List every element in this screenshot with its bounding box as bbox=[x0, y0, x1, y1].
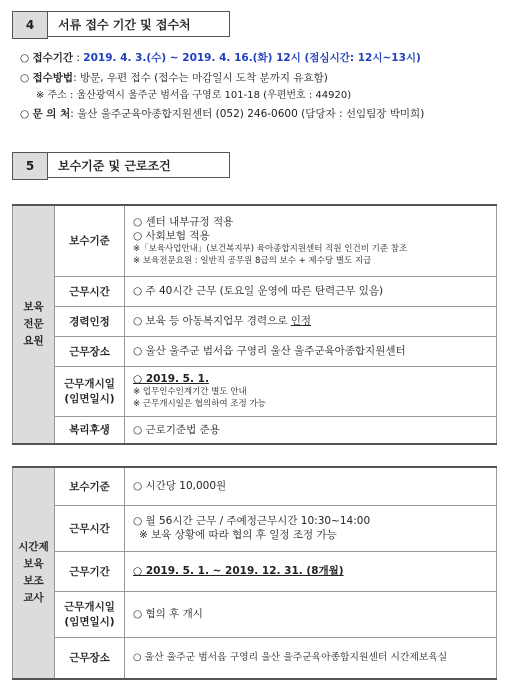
contact-label: 문 의 처 bbox=[32, 108, 71, 120]
hours-content: ○ 월 56시간 근무 / 주예정근무시간 10:30~14:00 ※ 보육 상황에 따라 협의 후 일정 조정 가능 bbox=[125, 505, 497, 551]
method-row: ○ 접수방법: 방문, 우편 접수 (접수는 마감일시 도착 분까지 유효함) bbox=[20, 72, 328, 84]
place-label: 근무장소 bbox=[55, 336, 125, 366]
contact-row: ○ 문 의 처: 울산 울주군육아종합지원센터 (052) 246-0600 (담당자 : 선임팀장 박미희) bbox=[20, 108, 425, 120]
section-title: 서류 접수 기간 및 접수처 bbox=[48, 11, 230, 37]
section-number: 4 bbox=[12, 11, 48, 39]
place-value: ○ 울산 울주군 범서읍 구영리 울산 울주군육아종합지원센터 시간제보육실 bbox=[125, 637, 497, 679]
period-row: ○ 접수기간 : 2019. 4. 3.(수) ~ 2019. 4. 16.(화) 12시 (점심시간: 12시~13시) bbox=[20, 52, 421, 64]
pay-value: ○ 시간당 10,000원 bbox=[125, 467, 497, 505]
section-5-header bbox=[12, 152, 230, 178]
contact-value: : 울산 울주군육아종합지원센터 (052) 246-0600 (담당자 : 선임팀장 박미희) bbox=[70, 108, 425, 120]
start-label: 근무개시일 (임면일시) bbox=[55, 366, 125, 416]
start-label: 근무개시일 (임면일시) bbox=[55, 591, 125, 637]
method-value: : 방문, 우편 접수 (접수는 마감일시 도착 분까지 유효함) bbox=[73, 72, 328, 84]
period-label: 접수기간 bbox=[32, 52, 74, 64]
period-value: ○ 2019. 5. 1. ~ 2019. 12. 31. (8개월) bbox=[125, 551, 497, 591]
start-content: ○ 2019. 5. 1. ※ 업무인수인계기간 별도 안내 ※ 근무개시일은 협의하여 조정 가능 bbox=[125, 366, 497, 416]
part-time-teacher-table bbox=[12, 466, 497, 680]
pay-label: 보수기준 bbox=[55, 205, 125, 276]
section-title: 보수기준 및 근로조건 bbox=[48, 152, 230, 178]
period-value: 2019. 4. 3.(수) ~ 2019. 4. 16.(화) 12시 (점심시간: 12시~13시) bbox=[83, 52, 421, 64]
place-value: ○ 울산 울주군 범서읍 구영리 울산 울주군육아종합지원센터 bbox=[125, 336, 497, 366]
childcare-specialist-table bbox=[12, 204, 497, 445]
pay-content: ○ 센터 내부규정 적용 ○ 사회보험 적용 ※「보육사업안내」(보건복지부) 육아종합지원센터 직원 인건비 기준 참조 ※ 보육전문요원 : 일반직 공무원 8급의 보수 + 제수당 별도 지급 bbox=[125, 205, 497, 276]
place-label: 근무장소 bbox=[55, 637, 125, 679]
section-number: 5 bbox=[12, 152, 48, 180]
section-4-info bbox=[20, 50, 424, 122]
welfare-label: 복리후생 bbox=[55, 416, 125, 444]
period-label: 근무기간 bbox=[55, 551, 125, 591]
hours-value: ○ 주 40시간 근무 (토요일 운영에 따른 탄력근무 있음) bbox=[125, 276, 497, 306]
section-4-header bbox=[12, 11, 230, 37]
start-value: ○ 협의 후 개시 bbox=[125, 591, 497, 637]
address-note: ※ 주소 : 울산광역시 울주군 범서읍 구영로 101-18 (우편번호 : 44920) bbox=[36, 90, 352, 101]
pay-label: 보수기준 bbox=[55, 467, 125, 505]
career-label: 경력인정 bbox=[55, 306, 125, 336]
career-value: ○ 보육 등 아동복지업무 경력으로 인정 bbox=[125, 306, 497, 336]
group-label: 시간제 보육 보조 교사 bbox=[13, 467, 55, 679]
group-label: 보육 전문 요원 bbox=[13, 205, 55, 444]
method-label: 접수방법 bbox=[32, 72, 74, 84]
welfare-value: ○ 근로기준법 준용 bbox=[125, 416, 497, 444]
hours-label: 근무시간 bbox=[55, 276, 125, 306]
hours-label: 근무시간 bbox=[55, 505, 125, 551]
